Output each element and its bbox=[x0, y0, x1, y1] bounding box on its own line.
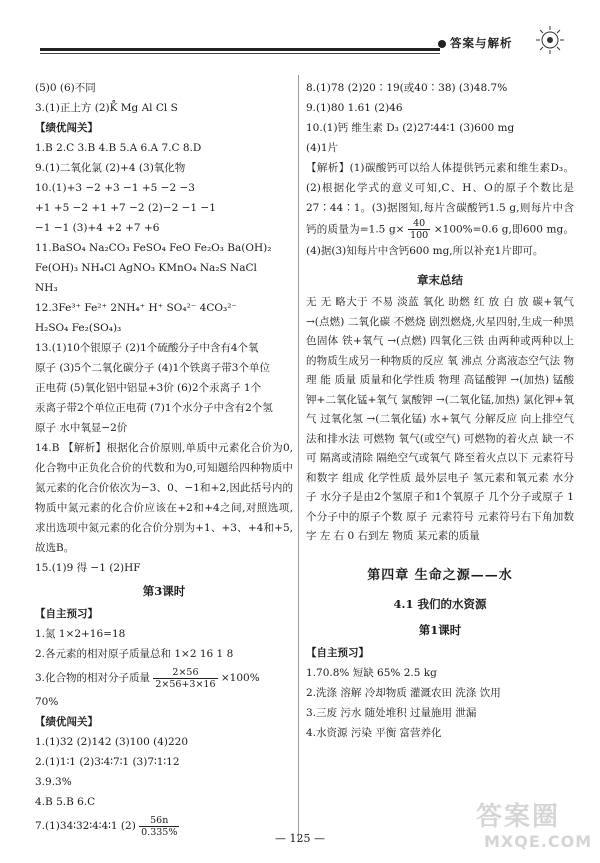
watermark-title: 答案圈 bbox=[476, 802, 561, 832]
page-header bbox=[28, 20, 576, 60]
answer-line: 原子 水中氧显−2价 bbox=[35, 422, 128, 434]
section-label: 【自主预习】 bbox=[35, 608, 98, 620]
answer-line: 2.洗涤 溶解 冷却物质 灌溉农田 洗涤 饮用 bbox=[306, 686, 501, 699]
answer-line: 3.三废 污水 随处堆积 过量施用 泄漏 bbox=[306, 706, 477, 719]
answer-line: 3.9.3% bbox=[35, 776, 72, 788]
right-column bbox=[306, 78, 574, 743]
answer-line: H₂SO₄ Fe₂(SO₄)₃ bbox=[35, 322, 122, 334]
answer-line: 4.B 5.B 6.C bbox=[35, 796, 96, 808]
fraction bbox=[153, 667, 217, 690]
answer-line: 汞离子带2个单位正电荷 (7)1个水分子中含有2个氢 bbox=[35, 402, 273, 414]
section-label: 【绩优闯关】 bbox=[35, 716, 98, 728]
answer-line: 9.(1)二氧化氯 (2)+4 (3)氧化物 bbox=[35, 162, 186, 174]
left-column bbox=[35, 78, 293, 840]
fraction-denominator: 100 bbox=[410, 230, 429, 241]
sun-ornament-icon bbox=[528, 24, 568, 56]
answer-line: 1.氮 1×2+16=18 bbox=[35, 628, 126, 640]
answer-line bbox=[35, 664, 293, 692]
answer-line: 9.(1)80 1.61 (2)46 bbox=[306, 102, 403, 114]
column-divider bbox=[298, 75, 299, 840]
answer-line: 10.(1)钙 维生素 D₃ (2)27∶44∶1 (3)600 mg bbox=[306, 122, 515, 134]
explanation-text: 【解析】(1)碳酸钙可以给人体提供钙元素和维生素D₃。(2)根据化学式的意义可知,C、H、O的原子个数比是27∶44∶1。(3)据图知,每片含碳酸钙1.5 g,则每片中含钙的质量为=1.5 g× bbox=[306, 162, 574, 236]
answer-line: 70% bbox=[35, 696, 59, 708]
summary-title: 章末总结 bbox=[417, 273, 463, 287]
watermark-domain: MXQE.COM bbox=[484, 832, 593, 851]
fraction-denominator: 2×56+3×16 bbox=[155, 678, 216, 690]
page-number: — 125 — bbox=[275, 832, 325, 845]
answer-line: 2.(1)1∶1 (2)3∶4∶7∶1 (3)7∶1∶12 bbox=[35, 756, 180, 768]
fraction-numerator: 56n bbox=[139, 815, 179, 827]
answer-line: 4.水资源 污染 平衡 富营养化 bbox=[306, 726, 442, 739]
formula-text: 3.化合物的相对分子质量 bbox=[35, 672, 151, 684]
answer-line: 1.70.8% 短缺 65% 2.5 kg bbox=[306, 666, 437, 679]
section-label: 【绩优闯关】 bbox=[35, 122, 98, 134]
header-rule-thin bbox=[40, 53, 440, 54]
answer-line: 3.(1)正上方 (2)K̊ Mg Al Cl S bbox=[35, 102, 178, 114]
section-title: 4.1 我们的水资源 bbox=[393, 596, 487, 611]
header-bullet-icon bbox=[438, 40, 446, 48]
formula-text: 7.(1)34∶32∶4∶4∶1 (2) bbox=[35, 820, 136, 832]
header-title: 答案与解析 bbox=[450, 36, 513, 50]
chapter-title: 第四章 生命之源——水 bbox=[367, 567, 513, 583]
explanation-paragraph: 14.B 【解析】根据化合价原则,单质中元素化合价为0,化合物中正负化合价的代数和为0,可知题给四种物质中氮元素的化合价依次为−3、0、−1和+2,因此括号内的物质中氮元素的化合价应该在+2和+4之间,对照选项,求出选项中氮元素的化合价分别为+1、+3、+4和+5,故选B。 bbox=[35, 442, 293, 554]
answer-line: 正电荷 (5)氧化铝中铝显+3价 (6)2个汞离子 1个 bbox=[35, 382, 262, 394]
fraction bbox=[408, 218, 430, 241]
answer-line: Fe(OH)₃ NH₄Cl AgNO₃ KMnO₄ Na₂S NaCl bbox=[35, 262, 257, 274]
answer-line: 11.BaSO₄ Na₂CO₃ FeSO₄ FeO Fe₂O₃ Ba(OH)₂ bbox=[35, 242, 272, 254]
answer-line: 1.(1)32 (2)142 (3)100 (4)220 bbox=[35, 736, 189, 748]
answer-line: 10.(1)+3 −2 +3 −1 +5 −2 −3 bbox=[35, 182, 195, 194]
answer-line: NH₃ bbox=[35, 282, 58, 294]
answer-line: 15.(1)9 得 −1 (2)HF bbox=[35, 562, 141, 574]
answer-line: 2.各元素的相对原子质量总和 1×2 16 1 8 bbox=[35, 648, 234, 660]
answer-line: (5)0 (6)不同 bbox=[35, 82, 96, 94]
answer-line: 12.3Fe³⁺ Fe²⁺ 2NH₄⁺ H⁺ SO₄²⁻ 4CO₃²⁻ bbox=[35, 302, 237, 314]
answer-line: 13.(1)10个银原子 (2)1个硫酸分子中含有4个氧 bbox=[35, 342, 259, 354]
lesson-title: 第1课时 bbox=[418, 622, 462, 637]
answer-line: +1 +5 −2 +1 +7 −2 (2)−2 −1 −1 bbox=[35, 202, 216, 214]
answer-line: (4)1片 bbox=[306, 142, 339, 154]
header-rule-thick bbox=[40, 48, 440, 51]
section-label: 【自主预习】 bbox=[306, 646, 369, 659]
fraction-numerator: 2×56 bbox=[153, 667, 217, 679]
lesson-title: 第3课时 bbox=[142, 584, 186, 598]
fraction-numerator: 40 bbox=[408, 218, 430, 230]
fraction-denominator: 0.335% bbox=[141, 826, 178, 838]
answer-line: 1.B 2.C 3.B 4.B 5.A 6.A 7.C 8.D bbox=[35, 142, 202, 154]
explanation-paragraph bbox=[306, 158, 574, 261]
summary-paragraph: 无 无 略大于 不易 淡蓝 氧化 助燃 红 放 白 放 碳+氧气 →(点燃) 二氧化碳 不燃烧 剧烈燃烧,火星四射,生成一种黑色固体 铁+氧气 →(点燃) 四氧化三铁 由两种或两种以上的物质生成另一种物质的反应 氧 沸点 分离液态空气法 物理 能 质量 质量和化学性质 物理 高锰酸钾 →(加热) 锰酸钾+二氧化锰+氧气 氯酸钾 →(二氧化锰,加热) 氯化钾+氧气 过氧化氢 →(二氧化锰) 水+氧气 分解反应 向上排空气法和排水法 可燃物 氧气(或空气) 可燃物的着火点 缺一不可 隔离或清除 隔绝空气或氧气 降至着火点以下 元素符号和数字 组成 化学性质 最外层电子 氢元素和氧元素 水分子 水分子是由2个氢原子和1个氧原子 几个分子或原子 1个分子中的原子个数 原子 元素符号 元素符号右下角加数字 左 右 0 右到左 物质 某元素的质量 bbox=[306, 296, 574, 542]
formula-text: ×100% bbox=[220, 672, 260, 684]
answer-line: 8.(1)78 (2)20∶19(或40∶38) (3)48.7% bbox=[306, 82, 508, 94]
answer-line: −1 −1 (3)+4 +2 +7 +6 bbox=[35, 222, 160, 234]
site-watermark bbox=[452, 796, 597, 858]
answer-line: 原子 (3)5个二氧化碳分子 (4)1个铁离子带3个单位 bbox=[35, 362, 270, 374]
explanation-text: ×100%=0.6 g,即600 mg。(4)据(3)知每片中含钙600 mg,所以补充1片即可。 bbox=[306, 223, 574, 257]
